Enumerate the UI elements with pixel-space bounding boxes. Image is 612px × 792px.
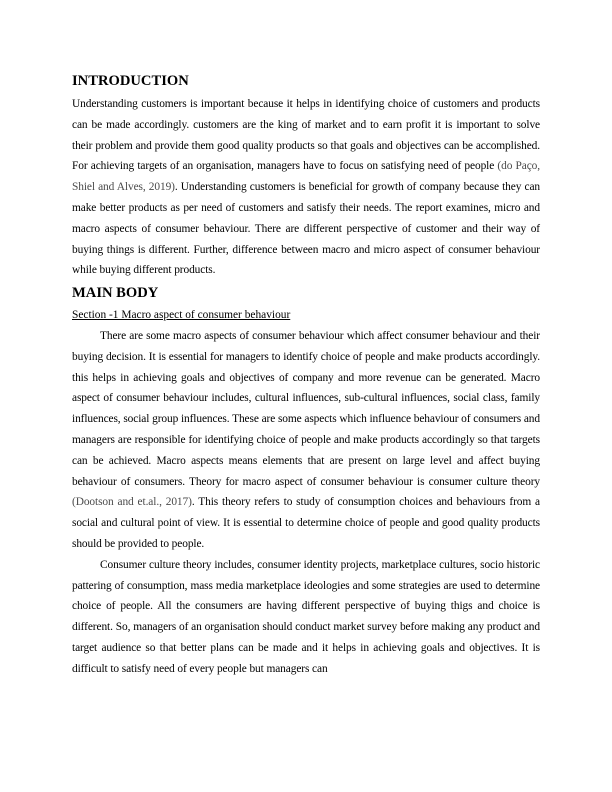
paragraph-1-citation: (Dootson and et.al., 2017) xyxy=(72,496,192,509)
introduction-text-start: Understanding customers is important because it helps in identifying choice of customers and products can be made accordingly. customers are the king of market and to earn profit it is important to solve their problem and provide them good quality products so that goals and objectives can be accomplished. For achieving targets of an organisation, managers have to focus on satisfying need of people xyxy=(72,98,540,173)
main-body-heading: MAIN BODY xyxy=(72,285,159,302)
section-1-heading: Section -1 Macro aspect of consumer behaviour xyxy=(72,309,291,322)
introduction-heading: INTRODUCTION xyxy=(72,73,189,89)
introduction-text-end: . Understanding customers is beneficial for growth of company because they can make better products as per need of customers and satisfy their needs. The report examines, micro and macro aspects of consumer behaviour. There are different perspective of customer and their way of buying things is different. Further, difference between macro and micro aspect of consumer behaviour while buying different products. xyxy=(72,181,540,277)
paragraph-1-text-start: There are some macro aspects of consumer behaviour which affect consumer behaviour and their buying decision. It is essential for managers to identify choice of people and make products accordingly. this helps in achieving goals and objectives of company and more revenue can be generated. Macro aspect of consumer behaviour includes, cultural influences, sub-cultural influences, social class, family influences, social group influences. These are some aspects which influence behaviour of consumers and managers are responsible for identifying choice of people and make products accordingly so that targets can be achieved. Macro aspects means elements that are present on large level and affect buying behaviour of consumers. Theory for macro aspect of consumer behaviour is consumer culture theory xyxy=(72,329,540,488)
section-1-paragraph-2: Consumer culture theory includes, consumer identity projects, marketplace cultures, socio historic pattering of consumption, mass media marketplace ideologies and some strategies are used to determine choice of people. All the consumers are having different perspective of buying thigs and choice is different. So, managers of an organisation should conduct market survey before making any product and target audience so that better plans can be made and it helps in achieving goals and objectives. It is difficult to satisfy need of every people but managers can xyxy=(72,558,540,675)
introduction-citation: (do Paço, Shiel and Alves, 2019) xyxy=(72,160,541,194)
section-1-paragraph-1 xyxy=(72,326,540,555)
introduction-paragraph xyxy=(72,94,540,281)
paragraph-1-text-end: . This theory refers to study of consumption choices and behaviours from a social and cultural point of view. It is essential to determine choice of people and good quality products should be provided to people. xyxy=(72,496,540,550)
